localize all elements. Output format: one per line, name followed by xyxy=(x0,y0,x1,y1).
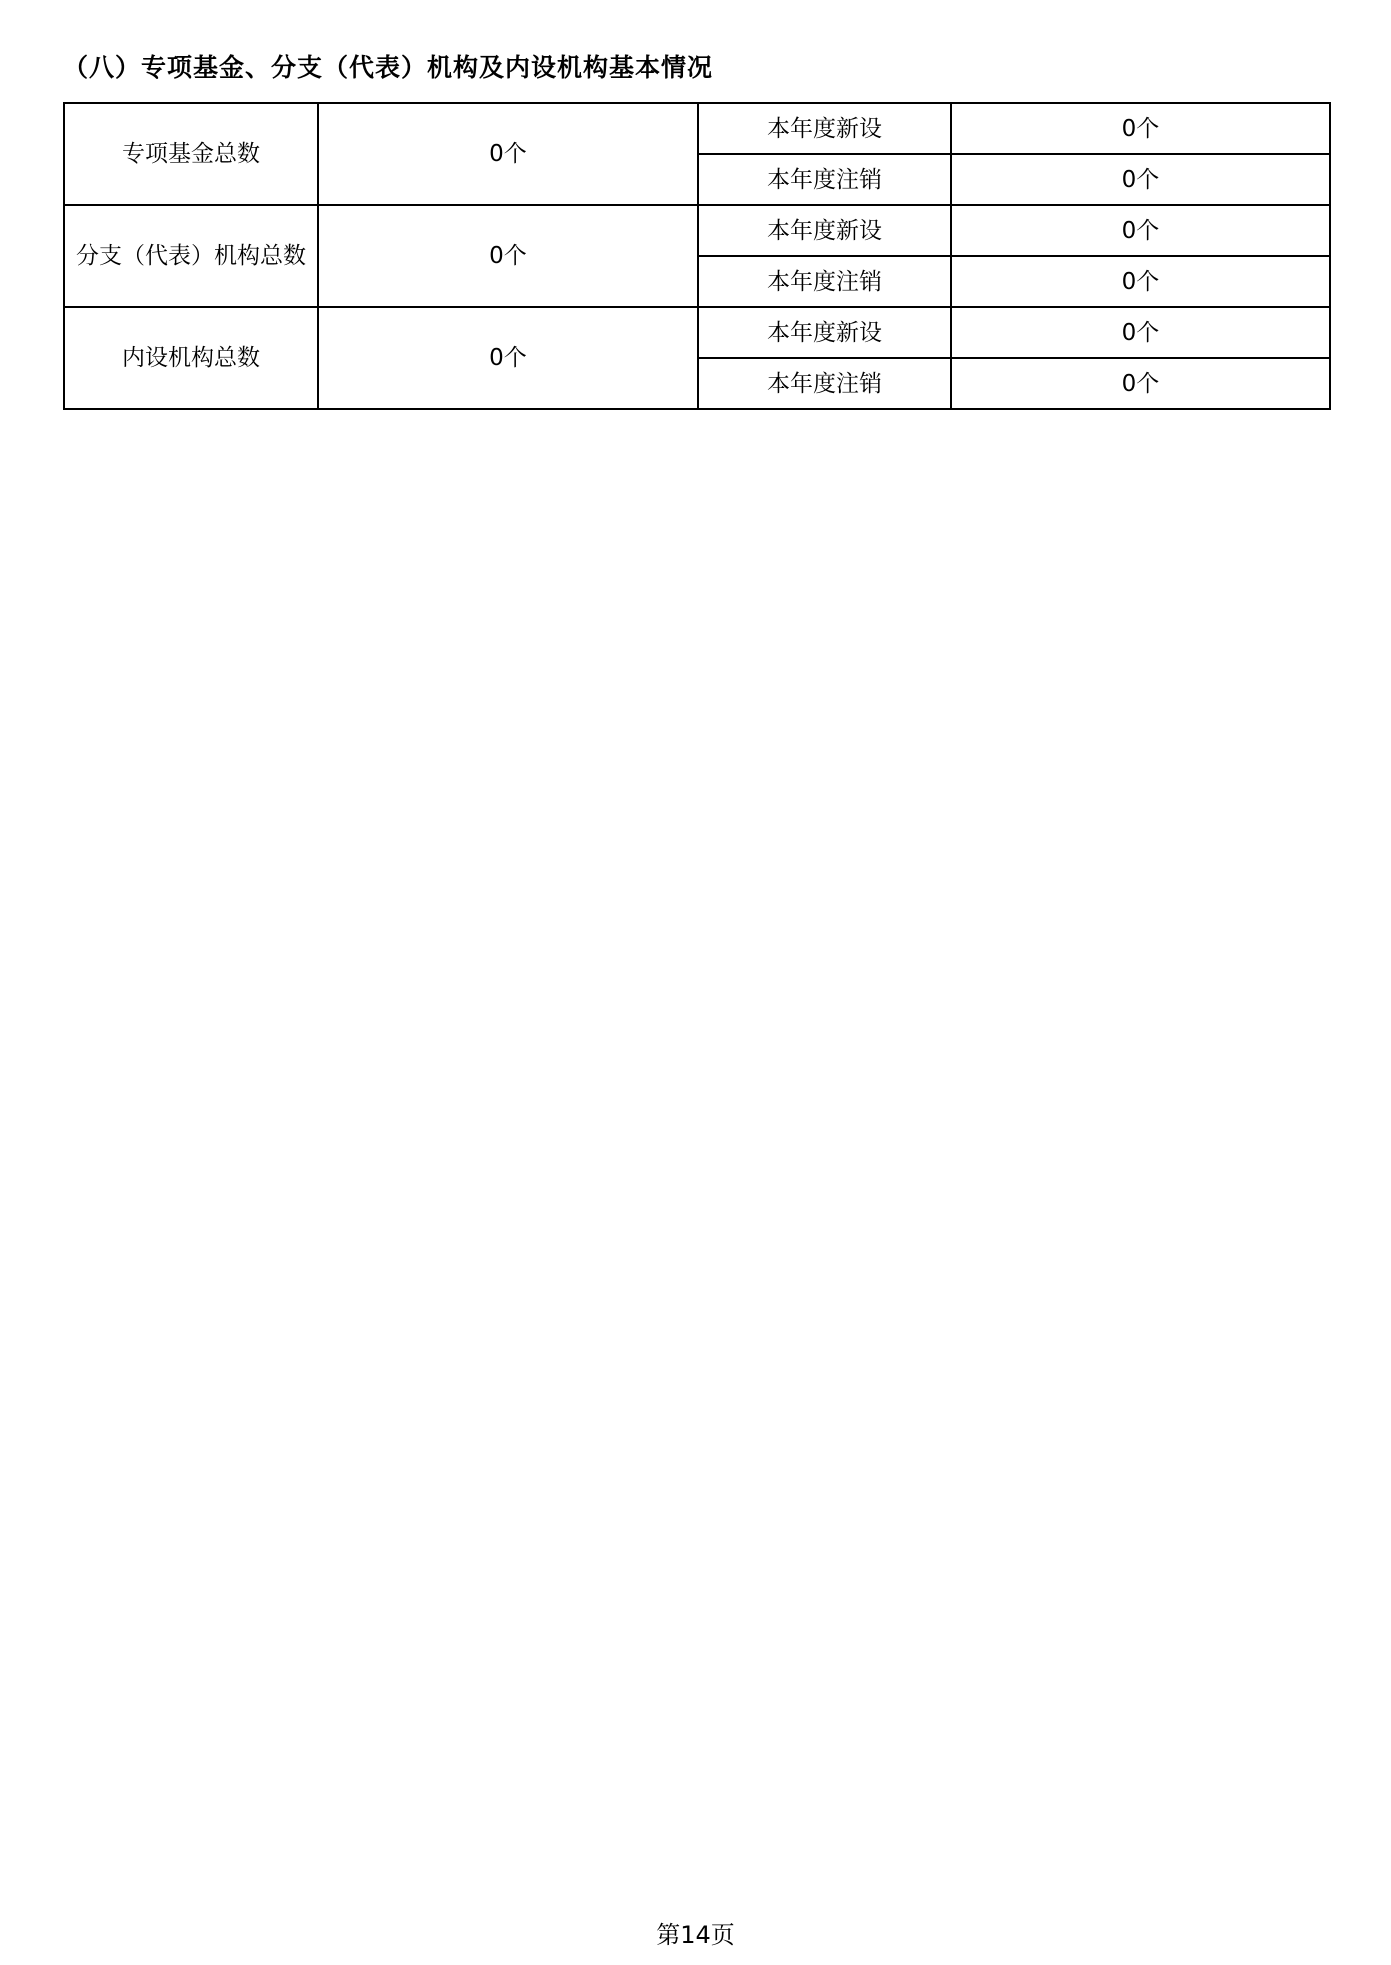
sub-value-new: 0个 xyxy=(951,103,1330,154)
table-row xyxy=(64,205,1330,256)
section-heading: （八）专项基金、分支（代表）机构及内设机构基本情况 xyxy=(63,53,714,82)
sub-label-cancelled: 本年度注销 xyxy=(698,256,951,307)
sub-label-new: 本年度新设 xyxy=(698,307,951,358)
sub-value-cancelled: 0个 xyxy=(951,256,1330,307)
institution-table xyxy=(63,102,1331,410)
sub-label-new: 本年度新设 xyxy=(698,103,951,154)
sub-value-cancelled: 0个 xyxy=(951,358,1330,409)
page-number: 第14页 xyxy=(656,1921,735,1949)
sub-value-new: 0个 xyxy=(951,205,1330,256)
category-label-branch: 分支（代表）机构总数 xyxy=(64,205,318,307)
category-total-internal: 0个 xyxy=(318,307,698,409)
sub-label-cancelled: 本年度注销 xyxy=(698,154,951,205)
sub-label-cancelled: 本年度注销 xyxy=(698,358,951,409)
sub-label-new: 本年度新设 xyxy=(698,205,951,256)
table-row xyxy=(64,307,1330,358)
table-row xyxy=(64,103,1330,154)
category-label-special-fund: 专项基金总数 xyxy=(64,103,318,205)
category-total-branch: 0个 xyxy=(318,205,698,307)
category-total-special-fund: 0个 xyxy=(318,103,698,205)
sub-value-new: 0个 xyxy=(951,307,1330,358)
category-label-internal: 内设机构总数 xyxy=(64,307,318,409)
sub-value-cancelled: 0个 xyxy=(951,154,1330,205)
